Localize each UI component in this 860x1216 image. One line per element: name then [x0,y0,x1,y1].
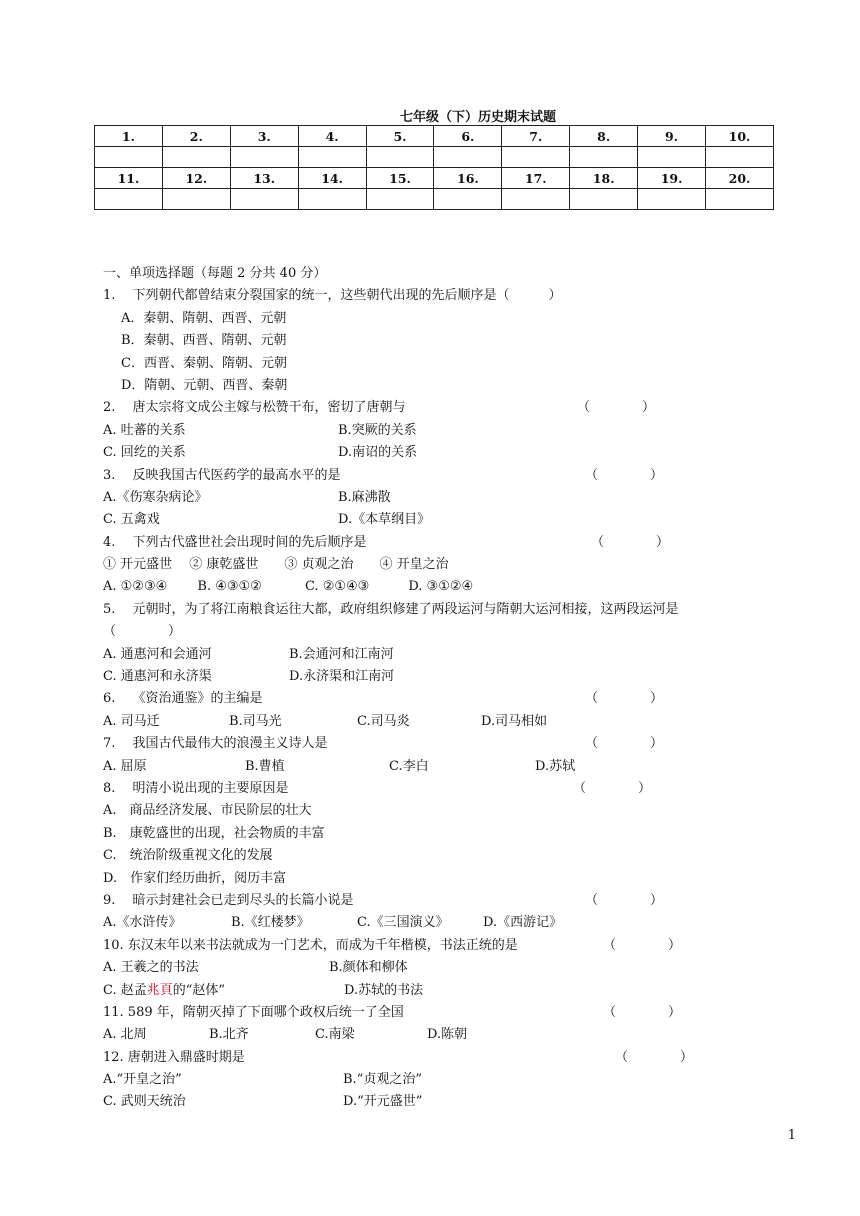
answer-blank-cell[interactable] [230,189,298,210]
option-b: B.司马光 [229,713,282,729]
question-row [103,1047,823,1069]
question-stem: 12. 唐朝进入鼎盛时期是 [103,1049,245,1065]
question-stem: 3. 反映我国古代医药学的最高水平的是 [103,467,341,483]
option-row [103,644,823,666]
answer-paren: （ ） [573,780,652,796]
answer-blank-cell[interactable] [502,189,570,210]
page-number: 1 [787,1128,796,1143]
answer-number-cell: 16. [434,168,502,189]
option-d: D.司马相如 [481,713,548,729]
question-stem: 10. 东汉末年以来书法就成为一门艺术，而成为千年楷模，书法正统的是 [103,937,518,953]
answer-paren: （ ） [603,1004,682,1020]
option-d: D.“开元盛世” [343,1094,423,1110]
question-stem: 1. 下列朝代都曾结束分裂国家的统一，这些朝代出现的先后顺序是（ ） [103,288,562,304]
question-stem: 9. 暗示封建社会已走到尽头的长篇小说是 [103,892,354,908]
option-row [103,666,823,688]
option-c: C.李白 [389,758,429,774]
option-row [103,756,823,778]
answer-paren: （ ） [585,736,664,752]
answer-number-cell: 4. [298,126,366,147]
option-a: A.《伤寒杂病论》 [103,489,208,505]
option-b: B. 康乾盛世的出现，社会物质的丰富 [103,825,325,841]
question-row [103,935,823,957]
answer-blank-cell[interactable] [298,189,366,210]
answer-number-cell: 18. [570,168,638,189]
question-row [103,778,823,800]
question-stem: 6. 《资治通鉴》的主编是 [103,691,263,707]
answer-blank-cell[interactable] [298,147,366,168]
answer-paren: （ ） [615,1049,694,1065]
option-row [103,420,823,442]
option-d: D.《本草纲目》 [338,512,431,528]
option-c: C.司马炎 [357,713,410,729]
answer-blank-cell[interactable] [502,147,570,168]
option-c-prefix: C. 赵孟 [103,982,147,998]
option-a: A. 司马迁 [103,713,160,729]
answer-number-cell: 17. [502,168,570,189]
option-a: A．秦朝、隋朝、西晋、元朝 [121,310,287,326]
option-c: C. 统治阶级重视文化的发展 [103,848,273,864]
option-c: C．西晋、秦朝、隋朝、元朝 [121,355,287,371]
option-a: A. 吐蕃的关系 [103,422,186,438]
option-c: C. 武则天统治 [103,1094,186,1110]
option-a: A.《水浒传》 [103,915,182,931]
answer-blank-row [95,189,774,210]
answer-blank-row [95,147,774,168]
highlighted-text: 兆頁 [146,982,173,998]
option-d: D.《西游记》 [483,915,563,931]
option-row [103,1069,823,1091]
option-b: B．秦朝、西晋、隋朝、元朝 [121,333,287,349]
question-row [103,532,823,554]
answer-blank-cell[interactable] [434,189,502,210]
answer-blank-cell[interactable] [638,147,706,168]
question-row [103,733,823,755]
answer-blank-cell[interactable] [706,189,774,210]
question-stem: 7. 我国古代最伟大的浪漫主义诗人是 [103,736,328,752]
option-c: C.南梁 [315,1027,355,1043]
answer-number-row [95,126,774,147]
option-row [103,957,823,979]
question-row [103,397,823,419]
answer-number-row [95,168,774,189]
option-c: C. 通惠河和永济渠 [103,669,212,685]
answer-blank-cell[interactable] [638,189,706,210]
answer-blank-cell[interactable] [570,189,638,210]
option-a: A. 北周 [103,1027,147,1043]
question-row [103,1002,823,1024]
option-b: B.颜体和柳体 [329,960,408,976]
exam-title: 七年级（下）历史期末试题 [399,110,556,125]
option-row [103,509,823,531]
option-b: B.曹植 [245,758,285,774]
question-stem: 4. 下列古代盛世社会出现时间的先后顺序是 [103,534,367,550]
option-b: B.会通河和江南河 [289,646,394,662]
answer-number-cell: 6. [434,126,502,147]
answer-paren: （ ） [603,937,682,953]
option-b: B.《红楼梦》 [231,915,310,931]
answer-number-cell: 8. [570,126,638,147]
option-b: B.北齐 [209,1027,249,1043]
answer-number-cell: 9. [638,126,706,147]
option-d: D.苏轼 [535,758,576,774]
option-row [103,1091,823,1113]
option-c-suffix: 的“赵体” [172,982,226,998]
option-d: D.苏轼的书法 [344,982,424,998]
answer-paren: （ ） [585,691,664,707]
answer-blank-cell[interactable] [434,147,502,168]
answer-blank-cell[interactable] [162,189,230,210]
question-list [103,263,823,1114]
answer-grid [94,125,774,210]
answer-blank-cell[interactable] [95,189,163,210]
answer-number-cell: 15. [366,168,434,189]
answer-blank-cell[interactable] [95,147,163,168]
option-c: C. 回纥的关系 [103,445,186,461]
option-a: A. 王羲之的书法 [103,960,199,976]
answer-paren: （ ） [103,624,182,640]
option-b: B.“贞观之治” [343,1072,422,1088]
question-stem: 2. 唐太宗将文成公主嫁与松赞干布，密切了唐朝与 [103,400,406,416]
option-c [103,980,225,1002]
answer-number-cell: 14. [298,168,366,189]
option-c: C.《三国演义》 [357,915,449,931]
option-d: D.陈朝 [427,1027,468,1043]
answer-number-cell: 19. [638,168,706,189]
option-d: D.永济渠和江南河 [289,669,395,685]
answer-number-cell: 7. [502,126,570,147]
option-b: B.突厥的关系 [338,422,417,438]
answer-blank-cell[interactable] [230,147,298,168]
option-b: B.麻沸散 [338,489,391,505]
option-c: C. 五禽戏 [103,512,160,528]
answer-number-cell: 10. [706,126,774,147]
answer-number-cell: 20. [706,168,774,189]
answer-paren: （ ） [577,400,656,416]
option-a: A. 通惠河和会通河 [103,646,212,662]
question-stem: 11. 589 年，隋朝灭掉了下面哪个政权后统一了全国 [103,1004,404,1020]
option-row [103,487,823,509]
question-stem: 5. 元朝时，为了将江南粮食运往大都，政府组织修建了两段运河与隋朝大运河相接，这两段运河是 [103,601,679,617]
answer-blank-cell[interactable] [366,189,434,210]
answer-number-cell: 3. [230,126,298,147]
option-a: A. 屈原 [103,758,147,774]
option-d: D.南诏的关系 [338,445,418,461]
answer-number-cell: 1. [95,126,163,147]
option-row [103,711,823,733]
option-d: D. 作家们经历曲折，阅历丰富 [103,870,287,886]
option-a: A.“开皇之治” [103,1072,182,1088]
answer-blank-cell[interactable] [366,147,434,168]
answer-blank-cell[interactable] [706,147,774,168]
question-items: ① 开元盛世 ② 康乾盛世 ③ 贞观之治 ④ 开皇之治 [103,557,449,573]
answer-number-cell: 11. [95,168,163,189]
answer-paren: （ ） [585,467,664,483]
section-heading: 一、单项选择题（每题 2 分共 40 分） [103,266,327,281]
question-row [103,688,823,710]
answer-blank-cell[interactable] [162,147,230,168]
answer-number-cell: 13. [230,168,298,189]
answer-number-cell: 12. [162,168,230,189]
question-stem: 8. 明清小说出现的主要原因是 [103,780,289,796]
question-row [103,890,823,912]
answer-paren: （ ） [591,534,670,550]
option-d: D．隋朝、元朝、西晋、秦朝 [121,377,288,393]
option-row [103,980,823,1002]
question-row [103,465,823,487]
option-row: A. ①②③④ B. ④③①② C. ②①④③ D. ③①②④ [103,579,474,595]
option-row [103,442,823,464]
option-row [103,1024,823,1046]
option-a: A. 商品经济发展、市民阶层的壮大 [103,803,312,819]
option-row [103,912,823,934]
answer-number-cell: 5. [366,126,434,147]
answer-number-cell: 2. [162,126,230,147]
answer-blank-cell[interactable] [570,147,638,168]
answer-paren: （ ） [585,892,664,908]
